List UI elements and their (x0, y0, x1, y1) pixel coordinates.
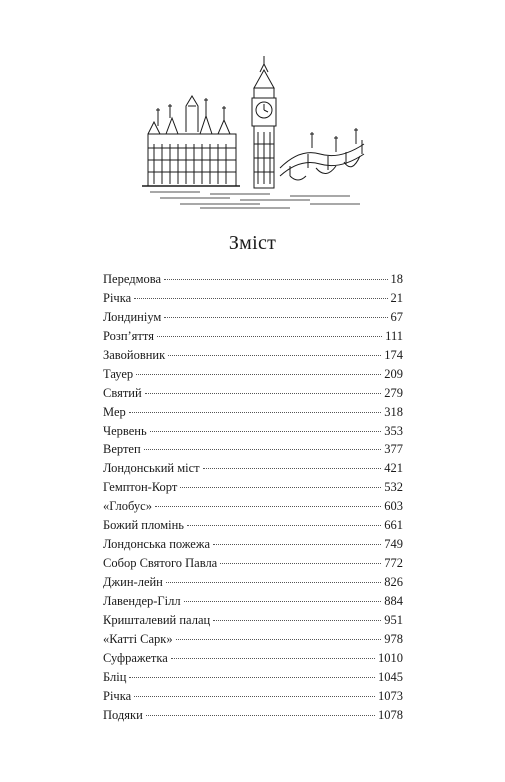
toc-entry-page: 279 (384, 385, 403, 400)
toc-leader-dots (144, 449, 382, 450)
toc-entry-page: 1078 (378, 707, 403, 722)
toc-entry[interactable] (103, 592, 403, 611)
toc-entry-page: 884 (384, 593, 403, 608)
toc-entry-title: Божий пломінь (103, 518, 184, 533)
london-skyline-illustration (140, 48, 368, 216)
toc-leader-dots (155, 506, 381, 507)
toc-entry[interactable] (103, 478, 403, 497)
toc-leader-dots (213, 620, 381, 621)
toc-entry-title: Бліц (103, 669, 127, 684)
toc-entry[interactable] (103, 365, 403, 384)
toc-entry-page: 21 (390, 290, 403, 305)
toc-entry-page: 18 (390, 272, 403, 286)
table-of-contents (103, 270, 403, 725)
toc-entry[interactable] (103, 384, 403, 403)
toc-entry-title: «Катті Сарк» (103, 631, 173, 646)
toc-entry-title: Лондонська пожежа (103, 537, 211, 552)
toc-entry-page: 772 (384, 556, 403, 571)
toc-leader-dots (129, 677, 375, 678)
toc-entry[interactable] (103, 573, 403, 592)
toc-entry-page: 826 (384, 575, 403, 589)
toc-entry[interactable] (103, 308, 403, 327)
big-ben-tower-drawing (252, 56, 276, 188)
toc-leader-dots (164, 317, 387, 318)
toc-entry-page: 209 (384, 366, 403, 381)
toc-leader-dots (220, 563, 381, 564)
toc-entry-page: 532 (384, 480, 403, 495)
toc-entry[interactable] (103, 668, 403, 687)
toc-entry-title: Собор Святого Павла (103, 556, 218, 571)
toc-entry[interactable] (103, 611, 403, 630)
toc-entry[interactable] (103, 535, 403, 554)
toc-entry-page: 603 (384, 499, 403, 514)
toc-entry[interactable] (103, 346, 403, 365)
toc-entry[interactable] (103, 289, 403, 308)
toc-leader-dots (129, 412, 382, 413)
toc-leader-dots (176, 639, 382, 640)
toc-leader-dots (180, 487, 381, 488)
toc-entry-page: 661 (384, 518, 403, 533)
toc-entry-title: Гемптон-Корт (103, 480, 178, 495)
toc-entry-page: 1045 (378, 669, 403, 684)
toc-entry[interactable] (103, 706, 403, 725)
westminster-bridge-drawing (280, 128, 364, 180)
toc-entry-title: Мер (103, 404, 126, 419)
parliament-building-drawing (142, 96, 240, 186)
toc-entry[interactable] (103, 270, 403, 289)
toc-entry-page: 353 (384, 423, 403, 438)
toc-entry-title: Кришталевий палац (103, 612, 211, 627)
toc-entry[interactable] (103, 403, 403, 422)
toc-entry-title: Завойовник (103, 347, 166, 362)
toc-entry[interactable] (103, 327, 403, 346)
toc-entry-title: «Глобус» (103, 499, 152, 514)
toc-entry[interactable] (103, 630, 403, 649)
toc-entry-page: 377 (384, 442, 403, 457)
toc-leader-dots (171, 658, 375, 659)
toc-entry-page: 111 (385, 328, 403, 343)
toc-entry-title: Річка (103, 290, 132, 305)
toc-entry[interactable] (103, 554, 403, 573)
toc-entry-page: 978 (384, 631, 403, 646)
toc-leader-dots (203, 468, 382, 469)
toc-entry-page: 174 (384, 347, 403, 362)
toc-entry[interactable] (103, 649, 403, 668)
toc-entry-title: Розп’яття (103, 328, 154, 343)
toc-leader-dots (134, 298, 387, 299)
toc-entry-title: Святий (103, 385, 142, 400)
toc-leader-dots (168, 355, 381, 356)
toc-entry[interactable] (103, 516, 403, 535)
toc-entry-title: Лондонський міст (103, 461, 200, 476)
toc-entry-page: 318 (384, 404, 403, 419)
toc-entry-page: 67 (390, 309, 403, 324)
toc-entry-page: 421 (384, 461, 403, 476)
toc-entry-page: 749 (384, 537, 403, 552)
toc-leader-dots (157, 336, 382, 337)
toc-entry-title: Суфражетка (103, 650, 168, 665)
toc-entry[interactable] (103, 687, 403, 706)
toc-heading: Зміст (228, 232, 277, 254)
toc-leader-dots (213, 544, 381, 545)
toc-leader-dots (184, 601, 382, 602)
toc-entry-title: Лавендер-Гілл (103, 593, 181, 608)
toc-entry-title: Передмова (103, 272, 162, 286)
toc-leader-dots (136, 374, 381, 375)
toc-entry-title: Червень (103, 423, 147, 438)
river-thames-hatching (150, 192, 360, 208)
toc-entry-title: Вертеп (103, 442, 141, 457)
toc-leader-dots (150, 431, 382, 432)
toc-entry-title: Подяки (103, 707, 143, 722)
toc-leader-dots (145, 393, 382, 394)
toc-entry-page: 1073 (378, 688, 403, 703)
toc-entry[interactable] (103, 497, 403, 516)
toc-leader-dots (166, 582, 381, 583)
toc-entry-title: Лондиніум (103, 309, 162, 324)
toc-leader-dots (164, 279, 387, 280)
toc-entry-title: Річка (103, 688, 132, 703)
toc-entry[interactable] (103, 459, 403, 478)
toc-leader-dots (134, 696, 375, 697)
toc-entry[interactable] (103, 422, 403, 441)
toc-entry-page: 1010 (378, 650, 403, 665)
toc-entry-title: Джин-лейн (103, 575, 163, 589)
toc-leader-dots (146, 715, 375, 716)
toc-entry-page: 951 (384, 612, 403, 627)
toc-leader-dots (187, 525, 381, 526)
toc-entry[interactable] (103, 440, 403, 459)
toc-entry-title: Тауер (103, 366, 134, 381)
